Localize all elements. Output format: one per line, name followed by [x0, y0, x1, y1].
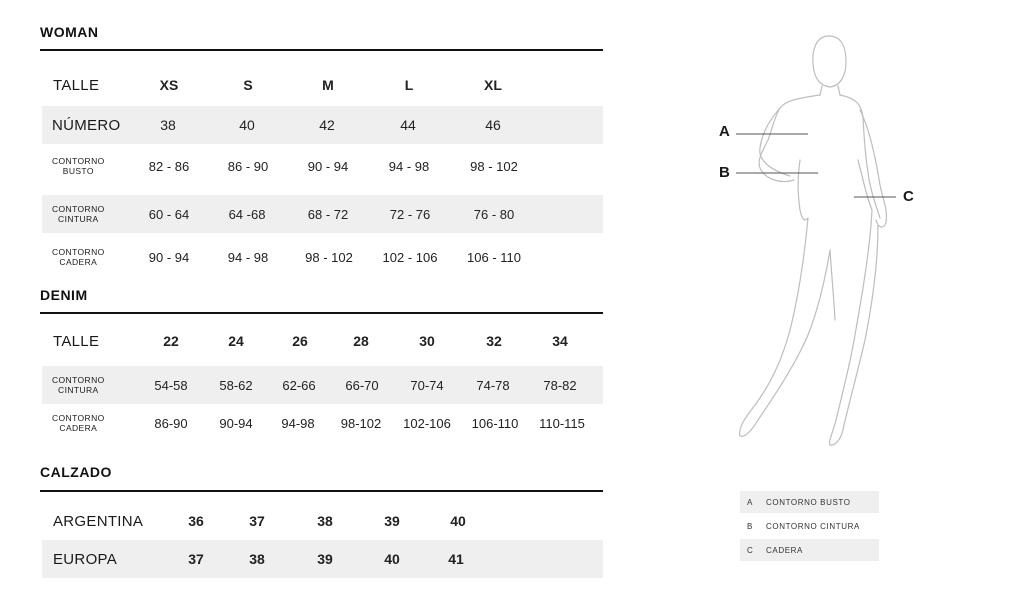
denim-size: 28 [353, 333, 369, 349]
table-cell: 110-115 [539, 415, 585, 431]
table-cell: 94-98 [281, 415, 315, 431]
woman-size-s: S [243, 77, 253, 93]
denim-size: 24 [228, 333, 244, 349]
table-cell: 74-78 [476, 377, 510, 393]
denim-header-label: TALLE [53, 332, 100, 350]
woman-size-xl: XL [484, 77, 502, 93]
woman-row-label: CONTORNO BUSTO [52, 156, 105, 176]
table-cell: 82 - 86 [148, 158, 190, 174]
denim-header-row [42, 322, 603, 360]
table-cell: 86-90 [154, 415, 188, 431]
calzado-section-title: CALZADO [40, 464, 112, 480]
legend-key: B [747, 521, 753, 531]
table-cell: 70-74 [410, 377, 444, 393]
denim-size: 22 [163, 333, 179, 349]
table-cell: 64 -68 [228, 206, 266, 222]
calzado-divider [40, 490, 603, 492]
denim-row-label: CONTORNO CINTURA [52, 375, 105, 395]
denim-size: 26 [292, 333, 308, 349]
denim-size: 30 [419, 333, 435, 349]
woman-row-busto [42, 147, 603, 185]
denim-row-cadera [42, 404, 603, 442]
legend-key: A [747, 497, 753, 507]
table-cell: 68 - 72 [307, 206, 349, 222]
table-cell: 46 [485, 117, 501, 133]
table-cell: 39 [384, 513, 400, 529]
marker-a: A [719, 123, 730, 140]
table-cell: 42 [319, 117, 335, 133]
woman-size-m: M [322, 77, 334, 93]
table-cell: 86 - 90 [227, 158, 269, 174]
table-cell: 44 [400, 117, 416, 133]
table-cell: 54-58 [154, 377, 188, 393]
table-cell: 40 [384, 551, 400, 567]
table-cell: 66-70 [345, 377, 379, 393]
legend-key: C [747, 545, 754, 555]
table-cell: 60 - 64 [148, 206, 190, 222]
table-cell: 94 - 98 [388, 158, 430, 174]
table-cell: 39 [317, 551, 333, 567]
calzado-row-label: EUROPA [53, 550, 118, 568]
woman-header-label: TALLE [53, 76, 100, 94]
denim-size: 34 [552, 333, 568, 349]
table-cell: 94 - 98 [227, 249, 269, 265]
table-cell: 40 [239, 117, 255, 133]
table-cell: 98-102 [340, 415, 382, 431]
table-cell: 41 [448, 551, 464, 567]
woman-row-numero [42, 106, 603, 144]
table-cell: 72 - 76 [389, 206, 431, 222]
table-cell: 40 [450, 513, 466, 529]
table-cell: 78-82 [543, 377, 577, 393]
table-cell: 90 - 94 [307, 158, 349, 174]
marker-c: C [903, 188, 914, 205]
table-cell: 102-106 [403, 415, 451, 431]
denim-size: 32 [486, 333, 502, 349]
denim-section-title: DENIM [40, 287, 88, 303]
legend-text: CONTORNO BUSTO [766, 497, 851, 507]
legend-item-busto [740, 491, 879, 513]
woman-row-label: CONTORNO CADERA [52, 247, 105, 267]
denim-row-cintura [42, 366, 603, 404]
table-cell: 90 - 94 [148, 249, 190, 265]
table-cell: 106 - 110 [467, 249, 521, 265]
legend-text: CONTORNO CINTURA [766, 521, 860, 531]
table-cell: 90-94 [219, 415, 253, 431]
table-cell: 98 - 102 [305, 249, 353, 265]
table-cell: 38 [249, 551, 265, 567]
woman-row-cadera [42, 238, 603, 276]
denim-row-label: CONTORNO CADERA [52, 413, 105, 433]
table-cell: 102 - 106 [382, 249, 438, 265]
marker-b: B [719, 164, 730, 181]
woman-size-l: L [404, 77, 414, 93]
table-cell: 38 [317, 513, 333, 529]
woman-divider [40, 49, 603, 51]
calzado-row-argentina [42, 502, 603, 540]
woman-row-label: CONTORNO CINTURA [52, 204, 105, 224]
table-cell: 106-110 [471, 415, 519, 431]
woman-row-cintura [42, 195, 603, 233]
table-cell: 58-62 [219, 377, 253, 393]
woman-section-title: WOMAN [40, 24, 99, 40]
legend-item-cintura [740, 515, 879, 537]
body-figure-illustration [730, 25, 930, 455]
table-cell: 76 - 80 [473, 206, 515, 222]
denim-divider [40, 312, 603, 314]
legend-text: CADERA [766, 545, 803, 555]
table-cell: 37 [249, 513, 265, 529]
calzado-row-label: ARGENTINA [53, 512, 144, 530]
woman-row-label: NÚMERO [52, 116, 121, 134]
calzado-row-europa [42, 540, 603, 578]
table-cell: 36 [188, 513, 204, 529]
woman-header-row [42, 66, 603, 104]
table-cell: 38 [160, 117, 176, 133]
table-cell: 98 - 102 [470, 158, 518, 174]
woman-size-xs: XS [159, 77, 179, 93]
legend-item-cadera [740, 539, 879, 561]
table-cell: 37 [188, 551, 204, 567]
table-cell: 62-66 [282, 377, 316, 393]
